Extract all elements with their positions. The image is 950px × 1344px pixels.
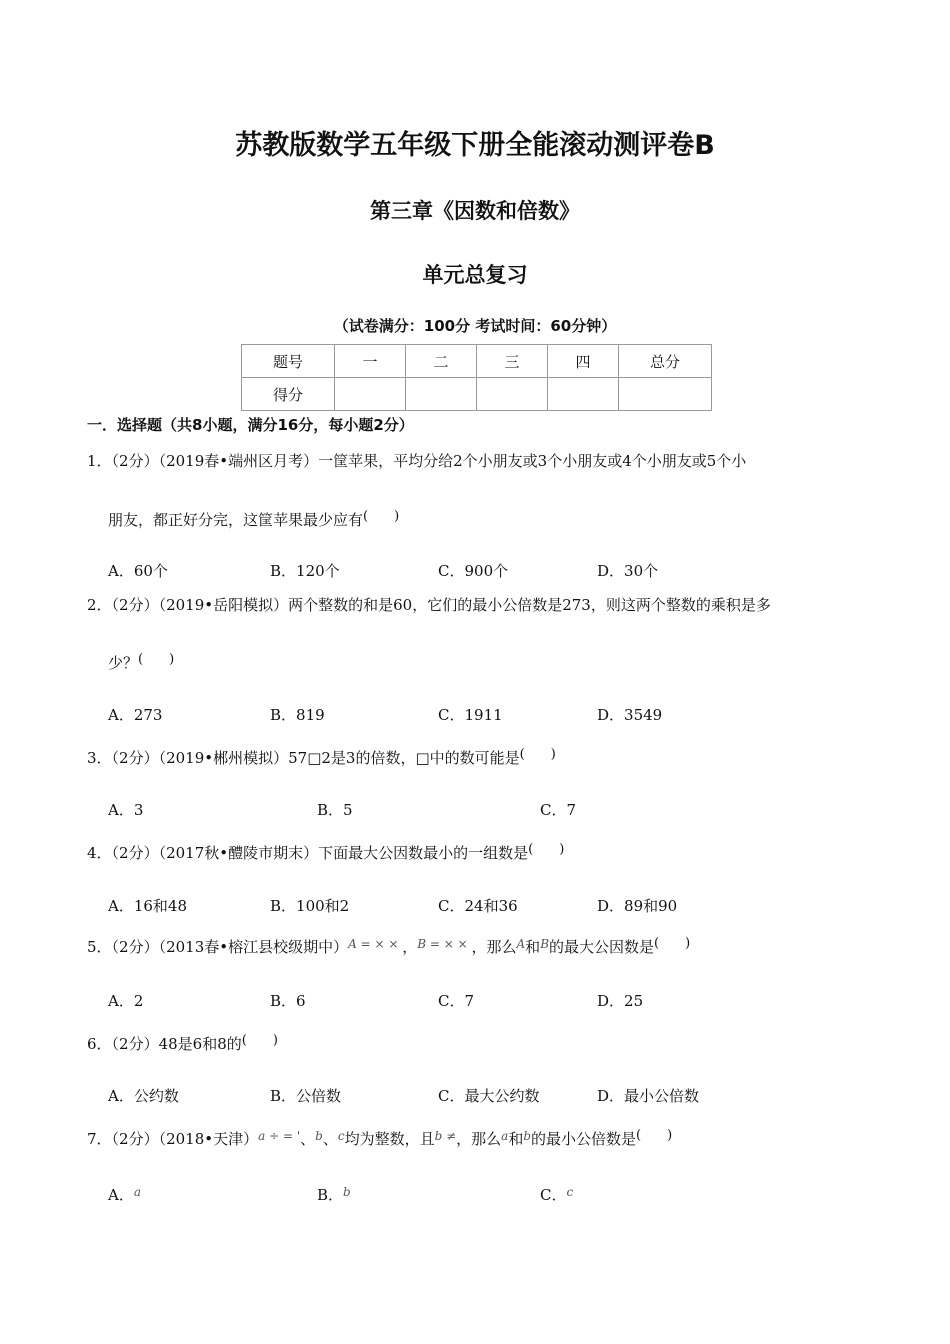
option-a[interactable]: A．公约数 [108,1087,179,1105]
math-var: a [501,1129,509,1143]
score-cell: 题号 [242,345,335,378]
score-table [241,344,712,411]
answer-paren: ( ) [528,842,565,857]
question-3-line1 [87,745,556,768]
math-expression-a: A = × × [348,937,403,951]
exam-info: （试卷满分：100分 考试时间：60分钟） [333,317,617,335]
question-3-stem: 3．（2分）（2019•郴州模拟）57□2是3的倍数，□中的数可能是 [87,749,520,767]
question-5-line1 [87,934,690,957]
option-c[interactable]: C．7 [438,992,475,1010]
option-label: A． [108,1186,134,1204]
score-cell: 二 [406,345,477,378]
option-b[interactable] [317,1182,351,1205]
option-c[interactable]: C．24和36 [438,897,518,915]
question-7-stem: 7．（2分）（2018•天津） [87,1130,259,1148]
math-expression: a ÷ = ' [258,1129,301,1143]
math-expression-b: B = × × [417,937,472,951]
option-b[interactable]: B．100和2 [270,897,350,915]
separator: 、 [322,1130,338,1148]
question-2-line1: 2．（2分）（2019•岳阳模拟）两个整数的和是60，它们的最小公倍数是273，则这两个整数的乘积是多 [87,596,771,614]
option-a[interactable]: A．2 [108,992,144,1010]
option-d[interactable]: D．25 [597,992,644,1010]
math-var: c [337,1129,345,1143]
section-heading: 一．选择题（共8小题，满分16分，每小题2分） [87,416,414,434]
unit-title: 单元总复习 [422,263,528,287]
document-title: 苏教版数学五年级下册全能滚动测评卷B [235,130,715,161]
question-6-line1 [87,1031,278,1054]
option-b[interactable]: B．5 [317,801,353,819]
answer-paren: ( ) [241,1033,278,1048]
question-1-line2 [108,507,399,530]
option-b[interactable]: B．120个 [270,562,340,580]
answer-paren: ( ) [636,1128,673,1143]
math-var: B [540,937,550,951]
math-var: c [566,1185,574,1199]
question-5-stem: 的最大公因数是 [549,938,655,956]
option-a[interactable]: A．60个 [108,562,168,580]
score-input-cell[interactable] [548,378,619,411]
chapter-title: 第三章《因数和倍数》 [370,199,580,223]
option-a[interactable] [108,1182,141,1205]
question-7-stem: 的最小公倍数是 [531,1130,637,1148]
question-4-line1 [87,840,564,863]
option-c[interactable] [540,1182,573,1205]
option-a[interactable]: A．16和48 [108,897,188,915]
question-4-stem: 4．（2分）（2017秋•醴陵市期末）下面最大公因数最小的一组数是 [87,844,529,862]
option-c[interactable]: C．7 [540,801,577,819]
question-2-stem: 少？ [108,654,139,672]
option-c[interactable]: C．900个 [438,562,509,580]
math-var: a [133,1185,141,1199]
answer-paren: ( ) [363,509,400,524]
answer-paren: ( ) [138,652,175,667]
score-table-score-row [242,378,712,411]
question-7-stem: 均为整数，且 [344,1130,435,1148]
question-7-stem: 和 [508,1130,524,1148]
question-5-stem: 5．（2分）（2013春•榕江县校级期中） [87,938,349,956]
question-7-stem: ，那么 [456,1130,502,1148]
option-c[interactable]: C．最大公约数 [438,1087,540,1105]
option-b[interactable]: B．公倍数 [270,1087,342,1105]
question-5-stem: ，那么 [471,938,517,956]
question-1-stem: 朋友，都正好分完，这筐苹果最少应有 [108,511,364,529]
option-d[interactable]: D．30个 [597,562,659,580]
question-1-line1: 1．（2分）（2019春•端州区月考）一筐苹果，平均分给2个小朋友或3个小朋友或4个小朋友或5个小 [87,452,747,470]
math-condition: b ≠ [434,1129,457,1143]
score-cell: 四 [548,345,619,378]
option-label: C． [540,1186,567,1204]
score-input-cell[interactable] [406,378,477,411]
question-7-line1 [87,1126,672,1149]
separator: 、 [300,1130,316,1148]
question-2-line2 [108,650,174,673]
score-input-cell[interactable] [619,378,712,411]
score-table-header-row [242,345,712,378]
score-cell: 一 [335,345,406,378]
separator: ， [402,938,418,956]
math-var: b [315,1129,323,1143]
math-var: b [343,1185,351,1199]
option-label: B． [317,1186,344,1204]
score-cell: 三 [477,345,548,378]
score-cell: 总分 [619,345,712,378]
option-d[interactable]: D．3549 [597,706,663,724]
option-c[interactable]: C．1911 [438,706,503,724]
option-d[interactable]: D．89和90 [597,897,678,915]
score-input-cell[interactable] [335,378,406,411]
score-input-cell[interactable] [477,378,548,411]
option-d[interactable]: D．最小公倍数 [597,1087,700,1105]
question-5-stem: 和 [525,938,541,956]
option-a[interactable]: A．273 [108,706,163,724]
score-cell: 得分 [242,378,335,411]
math-var: A [516,937,526,951]
option-b[interactable]: B．819 [270,706,325,724]
math-var: b [523,1129,532,1143]
question-6-stem: 6．（2分）48是6和8的 [87,1035,242,1053]
option-a[interactable]: A．3 [108,801,144,819]
answer-paren: ( ) [519,747,556,762]
answer-paren: ( ) [654,936,691,951]
option-b[interactable]: B．6 [270,992,306,1010]
